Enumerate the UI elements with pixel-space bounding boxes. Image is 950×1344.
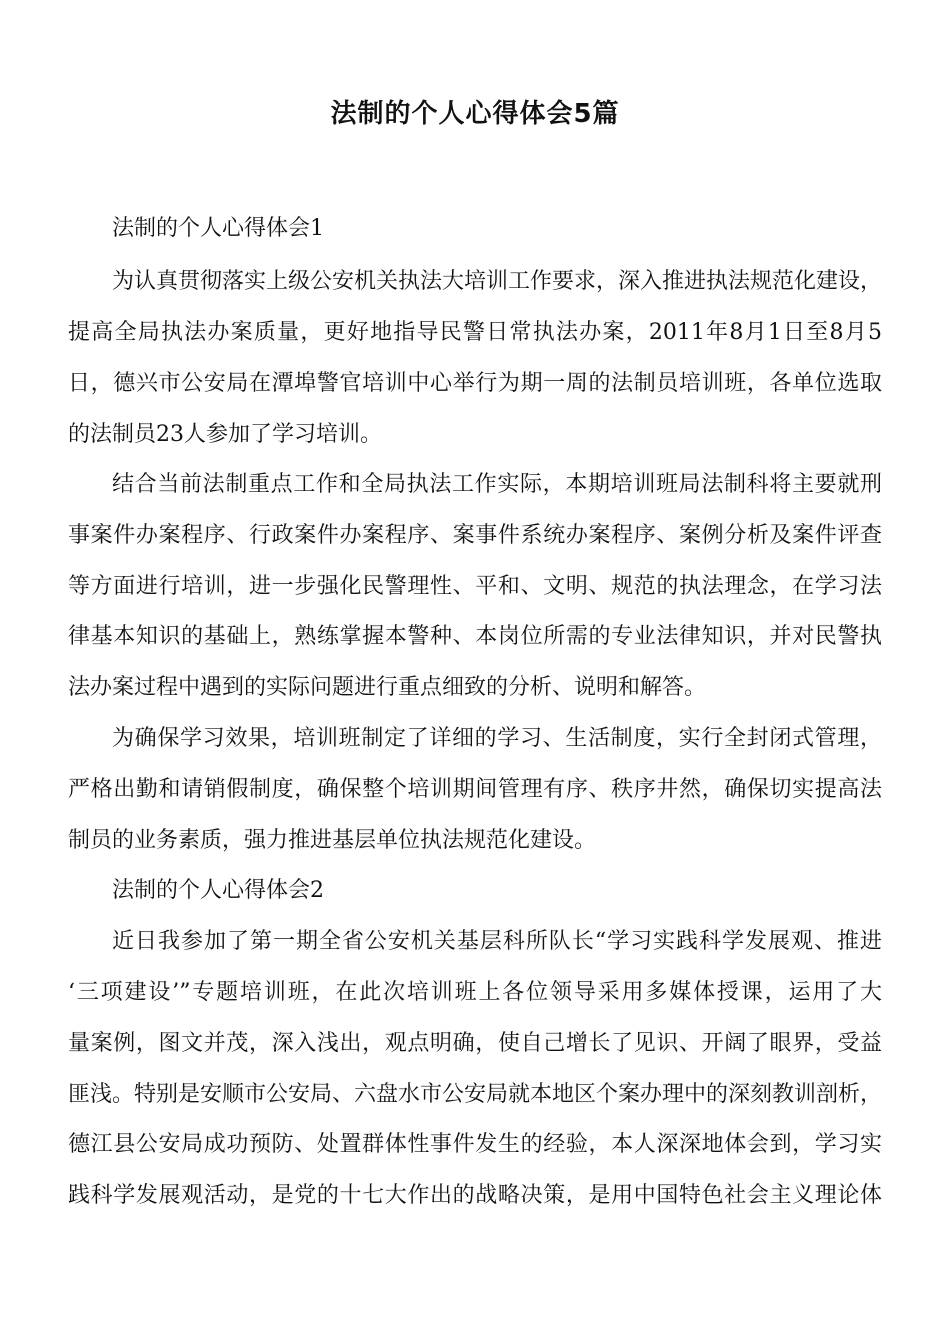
paragraph-line: 等方面进行培训，进一步强化民警理性、平和、文明、规范的执法理念，在学习法 <box>68 574 882 599</box>
paragraph-line: 量案例，图文并茂，深入浅出，观点明确，使自己增长了见识、开阔了眼界，受益 <box>68 1031 882 1056</box>
paragraph-line: 法办案过程中遇到的实际问题进行重点细致的分析、说明和解答。 <box>68 675 707 700</box>
paragraph-line: 近日我参加了第一期全省公安机关基层科所队长“学习实践科学发展观、推进 <box>112 929 882 954</box>
paragraph-line: 事案件办案程序、行政案件办案程序、案事件系统办案程序、案例分析及案件评查 <box>68 523 882 548</box>
paragraph-line: 为确保学习效果，培训班制定了详细的学习、生活制度，实行全封闭式管理， <box>112 726 882 751</box>
paragraph-line: 匪浅。特别是安顺市公安局、六盘水市公安局就本地区个案办理中的深刻教训剖析， <box>68 1082 883 1107</box>
paragraph-line: ‘三项建设’”专题培训班，在此次培训班上各位领导采用多媒体授课，运用了大 <box>68 980 882 1005</box>
section-heading: 法制的个人心得体会1 <box>112 216 324 241</box>
paragraph-line: 提高全局执法办案质量，更好地指导民警日常执法办案，2011年8月1日至8月5 <box>68 320 882 345</box>
paragraph-line: 制员的业务素质，强力推进基层单位执法规范化建设。 <box>68 828 597 853</box>
paragraph-line: 为认真贯彻落实上级公安机关执法大培训工作要求，深入推进执法规范化建设， <box>112 269 883 294</box>
paragraph-line: 结合当前法制重点工作和全局执法工作实际，本期培训班局法制科将主要就刑 <box>112 472 882 497</box>
paragraph-line: 律基本知识的基础上，熟练掌握本警种、本岗位所需的专业法律知识，并对民警执 <box>68 624 882 649</box>
section-heading: 法制的个人心得体会2 <box>112 878 324 903</box>
paragraph-line: 的法制员23人参加了学习培训。 <box>68 422 382 447</box>
paragraph-line: 践科学发展观活动，是党的十七大作出的战略决策，是用中国特色社会主义理论体 <box>68 1183 882 1208</box>
document-title: 法制的个人心得体会5篇 <box>330 99 620 129</box>
paragraph-line: 严格出勤和请销假制度，确保整个培训期间管理有序、秩序井然，确保切实提高法 <box>68 777 882 802</box>
paragraph-line: 日，德兴市公安局在潭埠警官培训中心举行为期一周的法制员培训班，各单位选取 <box>68 371 882 396</box>
paragraph-line: 德江县公安局成功预防、处置群体性事件发生的经验，本人深深地体会到，学习实 <box>68 1132 882 1157</box>
